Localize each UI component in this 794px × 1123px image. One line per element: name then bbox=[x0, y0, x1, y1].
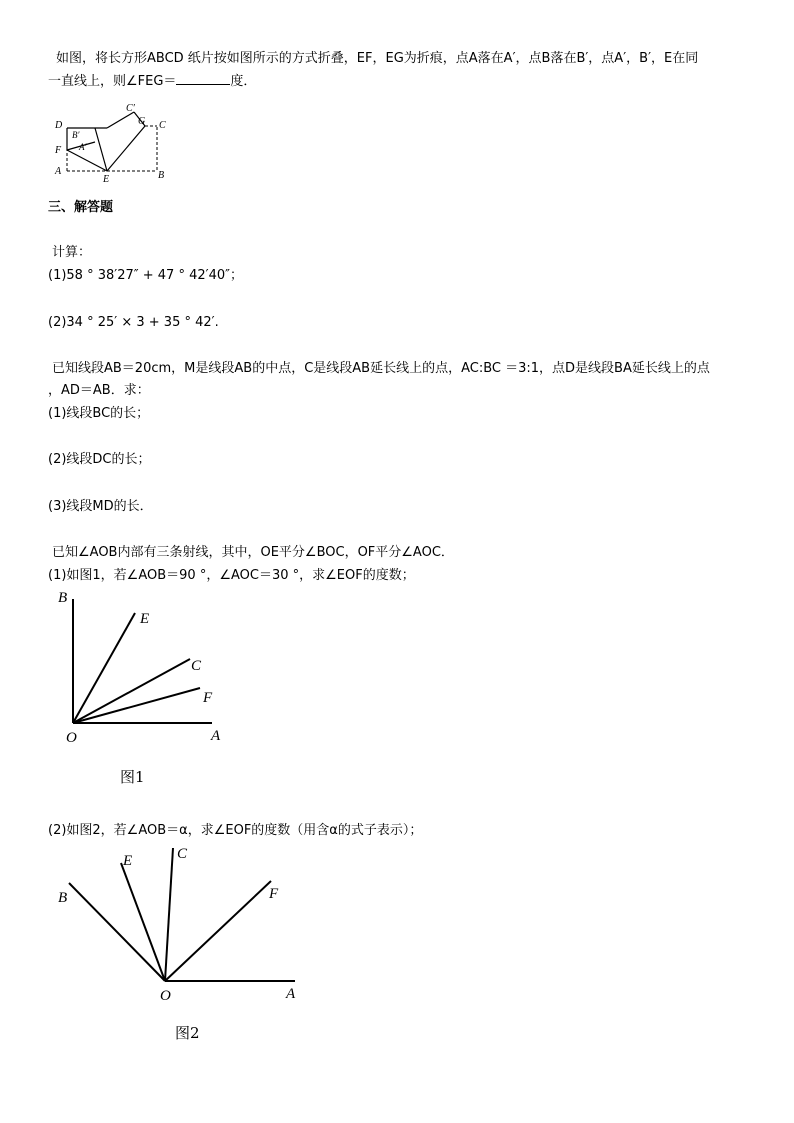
fig2-label-a: A bbox=[286, 986, 296, 1002]
q1-text-line1: 如图，将长方形ABCD 纸片按如图所示的方式折叠，EF，EG为折痕，点A落在A′，点B落在B′，点A′，B′，E在同 bbox=[56, 51, 699, 66]
figure-2-caption: 图2 bbox=[175, 1024, 200, 1042]
section-heading: 三、解答题 bbox=[48, 200, 114, 215]
q2-intro: 计算： bbox=[52, 245, 92, 260]
q2-part2: (2)34 ° 25′ × 3 + 35 ° 42′. bbox=[48, 315, 219, 330]
q1-text-line2-post: 度． bbox=[230, 74, 257, 89]
label-g: G bbox=[138, 116, 146, 127]
q1-text-line2 bbox=[48, 72, 256, 91]
crease-eg bbox=[107, 126, 145, 171]
fig2-label-e: E bbox=[123, 853, 133, 869]
q3-text-line2: ，AD＝AB．求： bbox=[48, 383, 150, 398]
fig2-label-o: O bbox=[160, 988, 171, 1004]
label-b-prime: B′ bbox=[72, 130, 80, 140]
label-b: B bbox=[158, 170, 165, 181]
fig1-label-f: F bbox=[203, 690, 213, 706]
answer-blank bbox=[176, 72, 230, 85]
fig2-label-b: B bbox=[58, 890, 68, 906]
label-e: E bbox=[103, 174, 110, 185]
fig1-label-c: C bbox=[191, 658, 202, 674]
label-a-prime: A′ bbox=[79, 142, 87, 152]
fig1-label-e: E bbox=[140, 611, 150, 627]
figure-2 bbox=[50, 843, 310, 1008]
fig1-label-b: B bbox=[58, 590, 68, 606]
q3-part3: (3)线段MD的长． bbox=[48, 499, 153, 514]
q1-text-line2-pre: 一直线上，则∠FEG＝ bbox=[48, 74, 177, 89]
figure-1 bbox=[50, 585, 240, 745]
label-d: D bbox=[55, 120, 63, 131]
q3-part2: (2)线段DC的长； bbox=[48, 452, 151, 467]
label-f: F bbox=[55, 145, 62, 156]
q3-text-line1: 已知线段AB＝20cm，M是线段AB的中点，C是线段AB延长线上的点，AC:BC ＝3:1，点D是线段BA延长线上的点 bbox=[52, 361, 710, 376]
solid-edge-d-cprime bbox=[107, 112, 134, 128]
figure-1-caption: 图1 bbox=[120, 768, 145, 786]
fig1-label-o: O bbox=[66, 730, 77, 746]
fig1-label-a: A bbox=[211, 728, 221, 744]
label-c: C bbox=[159, 120, 166, 131]
ray-ob bbox=[69, 883, 165, 981]
q4-part1: (1)如图1，若∠AOB＝90 °，∠AOC＝30 °，求∠EOF的度数； bbox=[48, 568, 415, 583]
fig2-label-f: F bbox=[269, 886, 279, 902]
folded-rectangle-figure bbox=[50, 100, 180, 185]
line-bprime-e bbox=[95, 128, 107, 171]
ray-oe bbox=[121, 863, 165, 981]
label-c-prime: C′ bbox=[126, 103, 135, 114]
ray-of bbox=[165, 881, 271, 981]
q4-intro: 已知∠AOB内部有三条射线，其中，OE平分∠BOC，OF平分∠AOC． bbox=[52, 545, 454, 560]
q2-part1: (1)58 ° 38′27″ + 47 ° 42′40″； bbox=[48, 268, 243, 283]
fig2-label-c: C bbox=[177, 846, 188, 862]
q4-part2: (2)如图2，若∠AOB＝α，求∠EOF的度数（用含α的式子表示）； bbox=[48, 823, 423, 838]
ray-oc bbox=[165, 848, 173, 981]
q3-part1: (1)线段BC的长； bbox=[48, 406, 150, 421]
label-a: A bbox=[55, 166, 62, 177]
crease-ef bbox=[67, 150, 107, 171]
ray-of bbox=[73, 688, 200, 723]
